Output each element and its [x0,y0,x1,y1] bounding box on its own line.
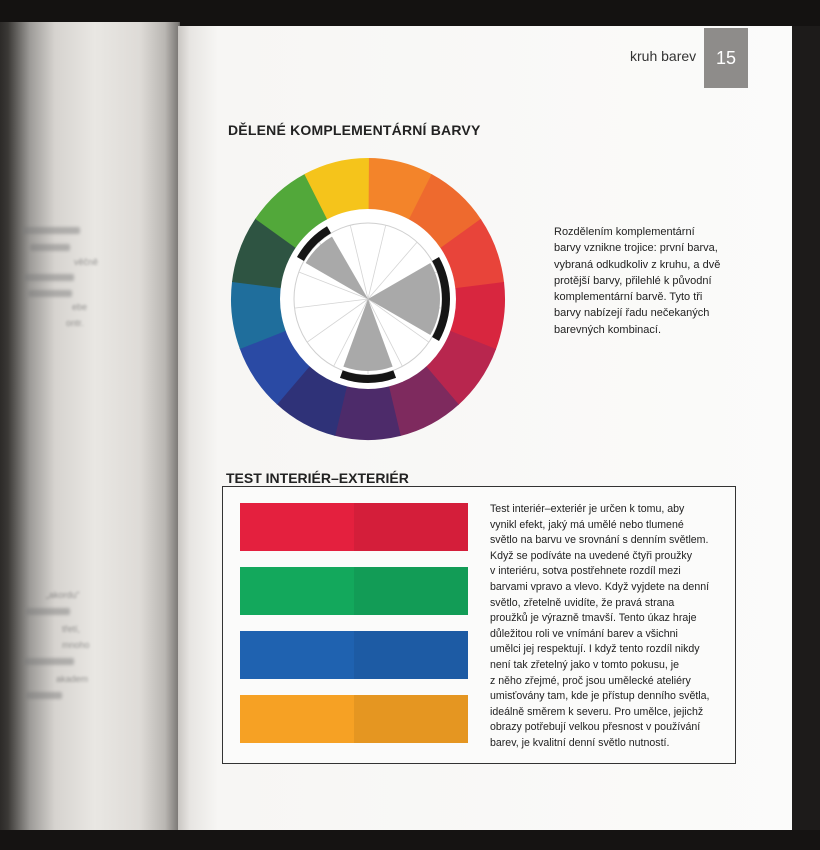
section-heading-split-complementary: DĚLENÉ KOMPLEMENTÁRNÍ BARVY [228,122,481,138]
blurred-text-line [24,658,74,665]
left-page [0,22,180,830]
paragraph-line: proužků je výrazně tmavší. Tento úkaz hraje [490,612,697,625]
paragraph-line: ideálně směrem k severu. Pro umělce, jejichž [490,705,704,718]
paragraph-line: komplementární barvě. Tyto tři [554,291,703,304]
section-heading-interior-exterior: TEST INTERIÉR–EXTERIÉR [226,470,409,486]
blurred-text-line [26,608,70,615]
running-header-title: kruh barev [630,48,697,64]
paragraph-line: Test interiér–exteriér je určen k tomu, aby [490,503,685,515]
page-number: 15 [715,47,737,68]
paragraph-line: obrazy potřebují velkou přesnost v používání [490,721,701,734]
blurred-text-fragment: třetí, [62,624,81,634]
book-right-edge [792,26,820,850]
paragraph-line: barvy vznikne trojice: první barva, [554,242,718,255]
paragraph-line: není tak zřetelný jako v tomto pokusu, je [490,658,680,671]
color-strip-red [240,503,468,551]
paragraph-line: barvy nabízejí řadu nečekaných [554,307,710,320]
blurred-text-fragment: ebe [72,302,88,312]
paragraph-line: z něho zřejmé, proč jsou umělecké ateliéry [490,674,691,687]
paragraph-line: umisťovány tam, kde je přístup denního světla, [490,690,710,703]
blurred-text-line [30,244,70,251]
paragraph-line: světlo, zřetelně uvidíte, že pravá strana [490,596,675,609]
paragraph-line: vynikl efekt, jaký má umělé nebo tlumené [490,518,684,531]
paragraph-line: světlo na barvu ve srovnání s denním světlem. [490,534,709,547]
blurred-text-line [28,290,72,297]
paragraph-line: barevných kombinací. [554,323,661,336]
paragraph-line: v interiéru, sotva postřehnete rozdíl mezi [490,565,681,578]
blurred-text-line [26,692,62,699]
paragraph-line: Rozdělením komplementární [554,226,695,238]
paragraph-line: důležitou roli ve vnímání barev a všichni [490,627,678,640]
page-number-box [704,28,748,88]
blurred-text-fragment: mnoho [62,640,90,650]
paragraph-line: protější barvy, přilehlé k původní [554,274,712,287]
paragraph-line: Když se podíváte na uvedené čtyři proužky [490,549,692,562]
paragraph-line: umělci jej respektují. I když tento rozdíl nikdy [490,643,700,656]
color-wheel-illustration [228,157,508,442]
book-bottom-edge [0,830,820,850]
blurred-text-line [22,227,80,234]
split-complementary-description [554,224,764,338]
blurred-text-fragment: věčně [74,257,99,267]
paragraph-line: barvami vpravo a vlevo. Když vyjdete na denní [490,580,710,593]
paragraph-line: barev, je kvalitní denní světlo nutností. [490,736,670,749]
interior-exterior-description [490,502,734,752]
paragraph-line: vybraná odkudkoliv z kruhu, a dvě [554,258,721,271]
blurred-text-line [24,274,74,281]
blurred-text-fragment: akadem [56,674,89,684]
color-strip-blue [240,631,468,679]
color-strip-green [240,567,468,615]
blurred-text-fragment: „akordu“ [46,590,80,600]
blurred-text-fragment: ontr. [66,318,84,328]
color-strip-orange [240,695,468,743]
